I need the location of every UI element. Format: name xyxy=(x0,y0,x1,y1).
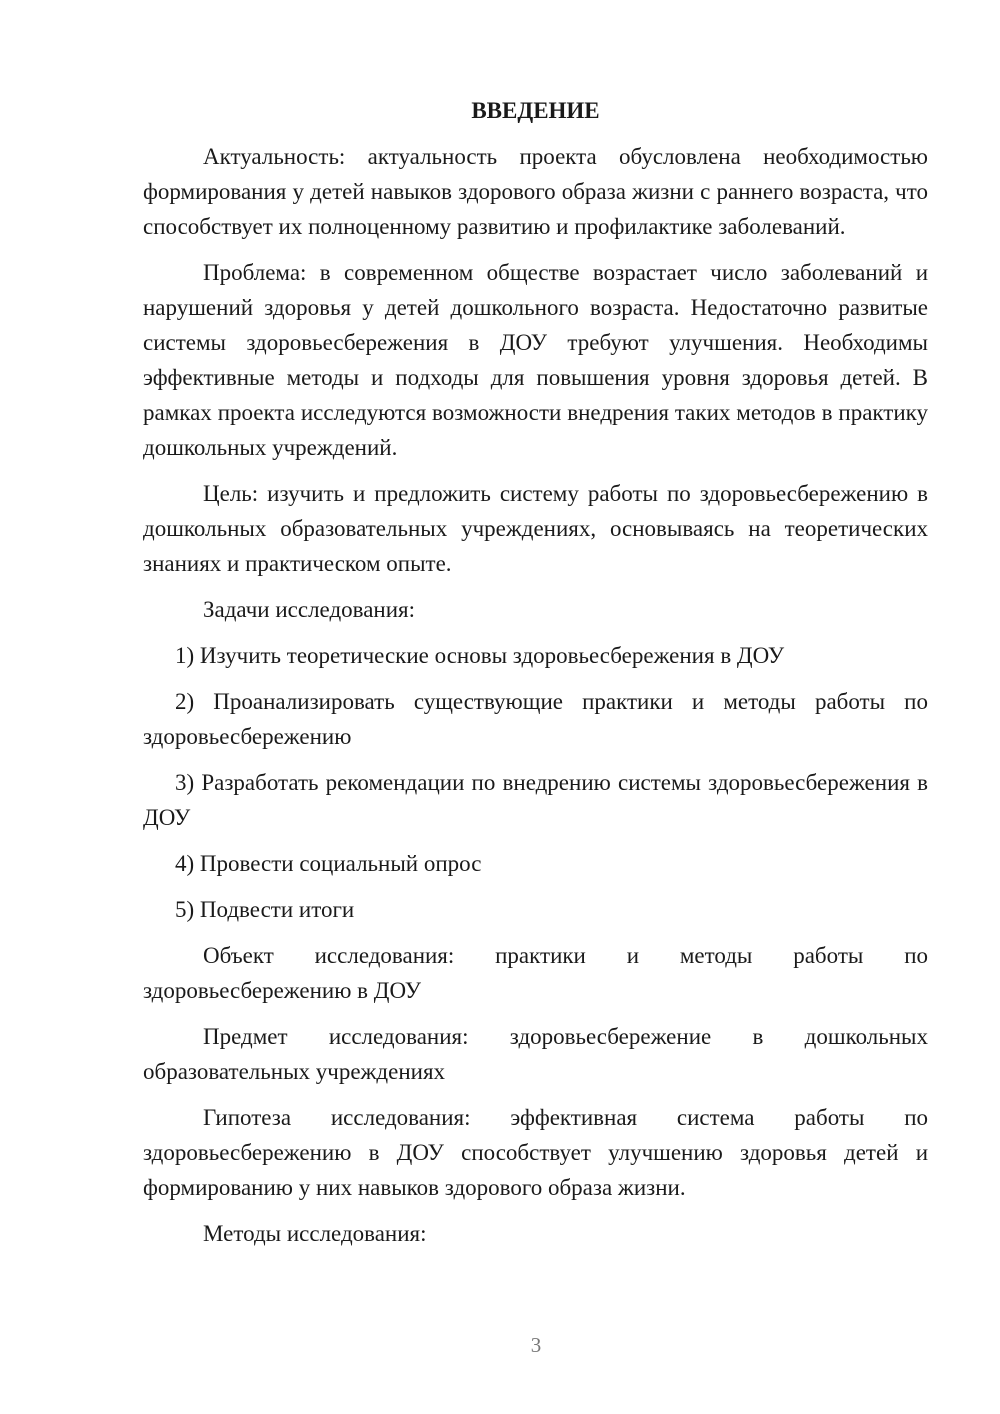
task-item-5: 5) Подвести итоги xyxy=(175,897,355,922)
paragraph-methods: Методы исследования: xyxy=(203,1221,427,1246)
paragraph-tasks-heading: Задачи исследования: xyxy=(203,597,416,622)
page-body xyxy=(143,93,928,1262)
task-item-4: 4) Провести социальный опрос xyxy=(175,851,482,876)
paragraph-problem: Проблема: в современном обществе возрастает число заболеваний и нарушений здоровья у детей дошкольного возраста. Недостаточно развитые системы здоровьесбережения в ДОУ требуют улучшения. Необходимы эффективные методы и подходы для повышения уровня здоровья детей. В рамках проекта исследуются возможности внедрения таких методов в практику дошкольных учреждений. xyxy=(143,260,928,460)
paragraph-hypothesis: Гипотеза исследования: эффективная система работы по здоровьесбережению в ДОУ способствует улучшению здоровья детей и формированию у них навыков здорового образа жизни. xyxy=(143,1105,928,1200)
paragraph-object: Объект исследования: практики и методы работы по здоровьесбережению в ДОУ xyxy=(143,943,928,1003)
paragraph-goal: Цель: изучить и предложить систему работы по здоровьесбережению в дошкольных образовательных учреждениях, основываясь на теоретических знаниях и практическом опыте. xyxy=(143,481,928,576)
task-item-2: 2) Проанализировать существующие практики и методы работы по здоровьесбережению xyxy=(143,689,928,749)
task-item-3: 3) Разработать рекомендации по внедрению системы здоровьесбережения в ДОУ xyxy=(143,770,928,830)
task-item-1: 1) Изучить теоретические основы здоровьесбережения в ДОУ xyxy=(175,643,785,668)
paragraph-relevance: Актуальность: актуальность проекта обусловлена необходимостью формирования у детей навыков здорового образа жизни с раннего возраста, что способствует их полноценному развитию и профилактике заболеваний. xyxy=(143,144,928,239)
paragraph-subject: Предмет исследования: здоровьесбережение в дошкольных образовательных учреждениях xyxy=(143,1024,928,1084)
page-number: 3 xyxy=(530,1333,542,1357)
section-title: ВВЕДЕНИЕ xyxy=(471,98,600,123)
